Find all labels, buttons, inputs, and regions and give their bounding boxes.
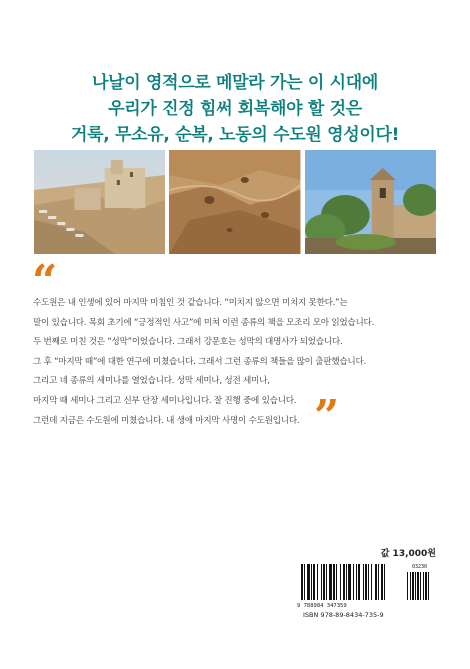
photo-bell-tower [305, 150, 436, 254]
barcode-bar [317, 564, 318, 600]
barcode-bar [311, 564, 312, 600]
barcode-addon-bar [417, 572, 419, 600]
barcode-addon-bar [407, 572, 408, 600]
barcode-bar [348, 564, 351, 600]
quote-line: 두 번째로 미친 것은 “성막”이었습니다. 그래서 강문호는 성막의 대명사가 되었습니다. [33, 337, 343, 348]
barcode-bar [353, 564, 354, 600]
barcode-digits: 9 788984 347359 [297, 603, 347, 609]
quote-line: 그리고 네 종류의 세미나를 열었습니다. 성막 세미나, 성전 세미나, [33, 376, 270, 387]
barcode-addon-bar [423, 572, 424, 600]
headline-line-3: 거룩, 무소유, 순복, 노동의 수도원 영성이다! [70, 125, 400, 145]
photo-strip [34, 150, 436, 254]
barcode-bar [340, 564, 341, 600]
barcode-bar [301, 564, 303, 600]
barcode-bar [365, 564, 367, 600]
barcode-bar [329, 564, 332, 600]
barcode-bar [346, 564, 347, 600]
quote-line: 마지막 때 세미나 그리고 신부 단장 세미나입니다. 잘 진행 중에 있습니다. [33, 395, 297, 406]
headline-line-2: 우리가 진정 힘써 회복해야 할 것은 [108, 99, 362, 119]
quote-line: 그 후 “마지막 때”에 대한 연구에 미쳤습니다. 그래서 그런 종류의 책들을 많이 출판했습니다. [33, 356, 367, 367]
quote-body [33, 294, 433, 431]
photo-desert-rock [169, 150, 300, 254]
barcode-bar [375, 564, 377, 600]
photo-monastery-cliff [34, 150, 165, 254]
barcode-addon-bar [412, 572, 414, 600]
barcode-bar [307, 564, 310, 600]
barcode-addon-bar [420, 572, 421, 600]
barcode-bar [363, 564, 364, 600]
barcode-bar [313, 564, 315, 600]
isbn-label: ISBN 978-89-8434-735-9 [303, 611, 384, 619]
barcode-bar [323, 564, 325, 600]
open-quote-mark: “ [32, 256, 58, 307]
quote-line: 그런데 지금은 수도원에 미쳤습니다. 내 생애 마지막 사명이 수도원입니다. [33, 415, 300, 426]
close-quote-mark: ” [314, 391, 340, 442]
barcode-bar [343, 564, 345, 600]
barcode-bar [326, 564, 327, 600]
barcode-bar [368, 564, 369, 600]
barcode-bar [384, 564, 385, 600]
barcode-add-on: 03230 [412, 564, 428, 570]
barcode-bar [333, 564, 335, 600]
price-label: 값 13,000원 [380, 549, 436, 559]
barcode-addon-bar [425, 572, 427, 600]
barcode-bar [371, 564, 372, 600]
barcode-bar [381, 564, 383, 600]
barcode-addon-bar [410, 572, 411, 600]
quote-line: 말이 있습니다. 목회 초기에 “긍정적인 사고”에 미쳐 이런 종류의 책을 모조리 모아 읽었습니다. [33, 317, 375, 328]
barcode-bar [358, 564, 360, 600]
barcode-bar [378, 564, 379, 600]
quote-line: 수도원은 내 인생에 있어 마지막 미침인 것 같습니다. “미치지 않으면 미치지 못한다.”는 [33, 298, 348, 308]
barcode-addon-bar [415, 572, 416, 600]
barcode-bar [321, 564, 322, 600]
headline [0, 70, 470, 148]
barcode-addon-bar [428, 572, 429, 600]
barcode-bar [356, 564, 357, 600]
headline-line-1: 나날이 영적으로 메말라 가는 이 시대에 [91, 73, 379, 93]
barcode-bar [304, 564, 305, 600]
barcode-bar [336, 564, 337, 600]
